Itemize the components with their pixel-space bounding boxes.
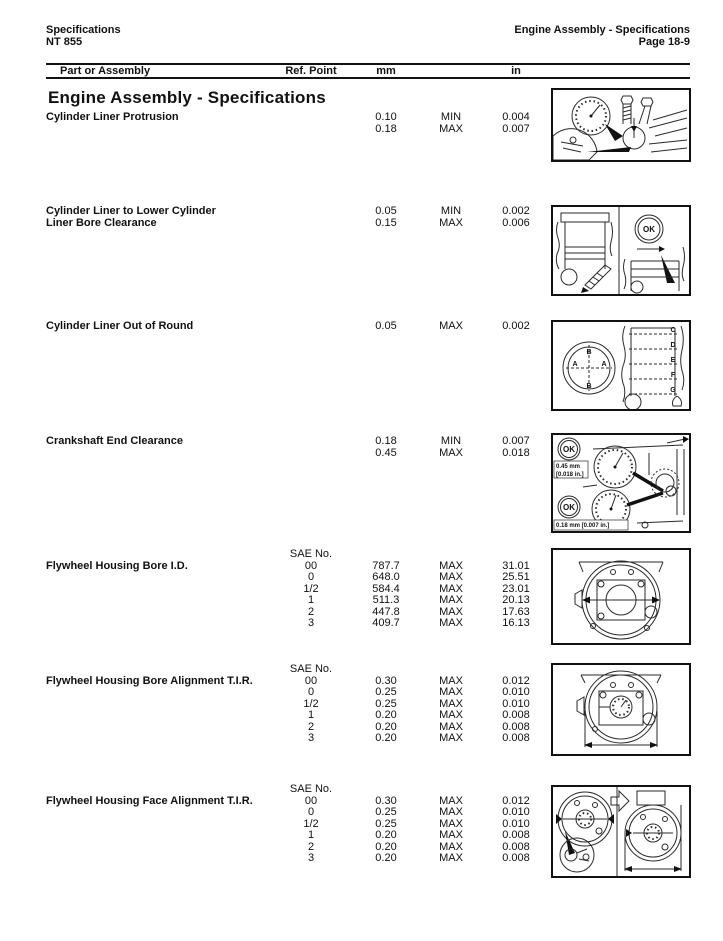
figure-crankshaft-end-clearance <box>551 433 691 533</box>
spec-line <box>46 733 551 745</box>
gear-icon <box>651 469 679 497</box>
level-label-g: G <box>670 387 676 394</box>
limit-label: MAX <box>439 686 463 698</box>
ref-point-value: 0 <box>307 686 315 698</box>
ref-point-value <box>271 436 351 448</box>
table-header-rule-bottom <box>46 77 690 79</box>
col-header-ref-point: Ref. Point <box>285 65 337 77</box>
measurement-callout-min <box>554 520 628 530</box>
limit-label: MAX <box>439 122 463 135</box>
limit-label: MIN <box>440 111 462 123</box>
spec-line <box>46 664 551 676</box>
mm-value <box>351 664 421 676</box>
housing-outline <box>577 671 661 743</box>
in-value: 25.51 <box>502 571 530 583</box>
part-name: Crankshaft End Clearance <box>46 435 183 447</box>
flywheel-face-alignment-illustration <box>553 787 689 876</box>
spec-row <box>46 436 551 459</box>
dial-gauge-icon <box>599 696 632 718</box>
in-value: 0.008 <box>502 852 530 864</box>
level-label-f: F <box>670 372 676 379</box>
in-value: 0.012 <box>502 674 530 687</box>
in-value: 0.010 <box>502 817 530 830</box>
mm-value: 0.05 <box>375 320 397 332</box>
ref-point-value: 2 <box>307 605 315 618</box>
part-name <box>46 733 271 745</box>
mm-value <box>351 784 421 796</box>
limit-label: MAX <box>439 794 463 807</box>
limit-label <box>421 664 481 676</box>
in-value: 0.008 <box>502 840 530 853</box>
figure-flywheel-face-alignment <box>551 785 691 878</box>
in-value: 0.006 <box>502 216 530 229</box>
flywheel-bore-alignment-illustration <box>553 665 689 754</box>
limit-label: MAX <box>439 605 463 618</box>
in-value: 0.002 <box>502 320 530 332</box>
spec-line <box>46 687 551 699</box>
mm-value: 0.18 <box>375 435 397 447</box>
crankshaft-clearance-illustration <box>553 435 689 531</box>
ref-point-value <box>271 124 351 136</box>
left-panel-housing <box>556 792 614 872</box>
ref-point-value: 1 <box>307 594 315 606</box>
limit-label: MAX <box>439 829 463 841</box>
figure-flywheel-housing-bore-id <box>551 548 691 645</box>
level-label-e: E <box>670 357 676 364</box>
mm-value: 0.45 <box>375 446 397 459</box>
mm-value: 0.15 <box>375 216 397 229</box>
in-value: 0.008 <box>502 720 530 733</box>
mm-value: 584.4 <box>372 582 400 595</box>
mm-value: 0.25 <box>375 806 397 818</box>
dial-indicator-on-liner-illustration <box>553 90 689 160</box>
spec-line <box>46 796 551 808</box>
mm-value: 0.20 <box>375 732 397 744</box>
limit-label: MAX <box>439 582 463 595</box>
ref-point-value <box>271 448 351 460</box>
width-dimension-arrow <box>584 711 658 748</box>
part-name <box>46 784 271 796</box>
ok-badge <box>635 215 663 243</box>
col-header-in: in <box>511 65 521 77</box>
bore-dimension-arrow <box>582 597 660 604</box>
mm-value: 0.05 <box>375 205 397 217</box>
limit-label: MAX <box>439 571 463 583</box>
ref-point-value: 0 <box>307 571 315 583</box>
limit-label: MAX <box>439 320 463 332</box>
part-name <box>46 607 271 619</box>
limit-label <box>421 549 481 561</box>
page-title: Engine Assembly - Specifications <box>48 88 326 107</box>
spec-line <box>46 112 551 124</box>
mm-value: 409.7 <box>372 617 400 629</box>
mm-value: 511.3 <box>372 594 400 606</box>
axis-label-a: A <box>601 361 607 368</box>
right-panel-housing <box>624 791 682 872</box>
mm-value: 0.20 <box>375 709 397 721</box>
spec-row <box>46 321 551 333</box>
spec-row <box>46 549 551 630</box>
part-name: Flywheel Housing Face Alignment T.I.R. <box>46 794 253 807</box>
magnifier-inset-circle <box>560 838 594 872</box>
ref-point-value: 3 <box>307 732 315 744</box>
part-name: Cylinder Liner to Lower Cylinder <box>46 205 216 217</box>
in-value: 0.012 <box>502 794 530 807</box>
ref-point-value <box>271 112 351 124</box>
ref-point-value: 2 <box>307 720 315 733</box>
in-value: 20.13 <box>502 594 530 606</box>
spec-line <box>46 436 551 448</box>
spec-row <box>46 206 551 229</box>
ref-point-value: SAE No. <box>289 783 333 795</box>
spec-line <box>46 206 551 218</box>
spec-line <box>46 722 551 734</box>
spec-row <box>46 664 551 745</box>
ref-point-value: 00 <box>304 559 318 572</box>
bore-cross-section <box>563 342 615 394</box>
spec-line <box>46 549 551 561</box>
spec-line <box>46 561 551 573</box>
col-header-blank <box>421 65 481 77</box>
mm-value: 0.25 <box>375 686 397 698</box>
limit-label: MAX <box>439 720 463 733</box>
in-value: 0.004 <box>502 111 530 123</box>
ref-point-value <box>271 321 351 333</box>
in-value: 0.008 <box>502 829 530 841</box>
min-measurement-label: 0.18 mm [0.007 in.] <box>556 523 610 529</box>
ref-point-value: 00 <box>304 794 318 807</box>
mm-value: 0.20 <box>375 720 397 733</box>
spec-line <box>46 218 551 230</box>
mm-value: 447.8 <box>372 605 400 618</box>
liner-clearance-illustration <box>553 207 689 294</box>
spec-line <box>46 853 551 865</box>
mm-value: 648.0 <box>372 571 400 583</box>
in-value: 0.008 <box>502 709 530 721</box>
out-of-round-illustration <box>553 322 689 409</box>
spec-line <box>46 595 551 607</box>
ok-badge <box>558 496 580 518</box>
deck-surface-lines <box>649 110 687 136</box>
mm-value: 0.18 <box>375 122 397 135</box>
level-label-c: C <box>670 327 676 334</box>
max-mm-label: 0.45 mm <box>556 464 581 470</box>
ref-point-value: 00 <box>304 674 318 687</box>
in-value: 31.01 <box>502 559 530 572</box>
in-value: 0.010 <box>502 697 530 710</box>
mm-value <box>351 549 421 561</box>
in-value: 0.007 <box>502 122 530 135</box>
block-arrow-right-icon <box>611 791 629 811</box>
part-name <box>46 807 271 819</box>
part-name <box>46 687 271 699</box>
in-value: 17.63 <box>502 605 530 618</box>
ref-point-value: SAE No. <box>289 548 333 560</box>
spec-row <box>46 112 551 135</box>
part-name <box>46 572 271 584</box>
spec-line <box>46 607 551 619</box>
limit-label: MAX <box>439 594 463 606</box>
spec-row <box>46 784 551 865</box>
in-value <box>481 784 551 796</box>
part-name: Cylinder Liner Protrusion <box>46 111 179 123</box>
header-right <box>514 24 690 48</box>
header-section-title: Engine Assembly - Specifications <box>514 24 690 36</box>
figure-flywheel-bore-alignment <box>551 663 691 756</box>
axis-label-a: A <box>572 361 578 368</box>
small-dial-gauge-icon <box>623 118 645 149</box>
ok-label: OK <box>563 503 575 512</box>
in-value <box>481 549 551 561</box>
part-name <box>46 664 271 676</box>
measurement-callout-max <box>554 461 588 478</box>
in-value: 16.13 <box>502 617 530 629</box>
table-header-row <box>46 65 551 77</box>
spec-line <box>46 819 551 831</box>
mm-value: 0.10 <box>375 111 397 123</box>
spec-line <box>46 572 551 584</box>
ref-point-value <box>271 218 351 230</box>
mm-value: 0.30 <box>375 794 397 807</box>
part-name <box>46 722 271 734</box>
max-in-label: [0.018 in.] <box>556 472 584 478</box>
limit-label: MAX <box>439 697 463 710</box>
mm-value: 0.25 <box>375 697 397 710</box>
dial-gauge-icon <box>594 446 636 488</box>
mm-value: 0.20 <box>375 840 397 853</box>
part-name <box>46 842 271 854</box>
mm-value: 0.20 <box>375 829 397 841</box>
part-name: Liner Bore Clearance <box>46 216 157 229</box>
header-left <box>46 24 121 48</box>
ref-point-value <box>271 206 351 218</box>
ok-label: OK <box>563 445 575 454</box>
figure-liner-bore-clearance <box>551 205 691 296</box>
doc-subtitle: NT 855 <box>46 36 83 48</box>
limit-label: MAX <box>439 852 463 864</box>
ref-point-value: 1/2 <box>303 817 319 830</box>
magnifier-inset-circle <box>553 129 597 160</box>
part-name <box>46 830 271 842</box>
in-value: 0.010 <box>502 686 530 698</box>
limit-label: MAX <box>439 709 463 721</box>
arrow-right-icon <box>667 436 689 443</box>
bolt-icon <box>621 96 633 124</box>
spec-line <box>46 584 551 596</box>
flywheel-housing-illustration <box>553 550 689 643</box>
spec-line <box>46 784 551 796</box>
spec-line <box>46 676 551 688</box>
part-name <box>46 549 271 561</box>
part-name <box>46 853 271 865</box>
liner-side-view <box>622 326 684 409</box>
ref-point-value: SAE No. <box>289 663 333 675</box>
col-header-part: Part or Assembly <box>60 65 151 77</box>
ref-point-value: 2 <box>307 840 315 853</box>
mm-value: 0.30 <box>375 674 397 687</box>
pointer-wedge-icon <box>587 147 631 152</box>
spec-line <box>46 124 551 136</box>
ref-point-value: 3 <box>307 852 315 864</box>
limit-label: MAX <box>439 674 463 687</box>
bolt-head-icon <box>639 98 653 124</box>
spec-line <box>46 842 551 854</box>
part-name <box>46 618 271 630</box>
limit-label: MIN <box>440 435 462 447</box>
mm-value: 787.7 <box>372 559 400 572</box>
limit-label: MAX <box>439 840 463 853</box>
ok-badge <box>558 438 580 460</box>
mm-value: 0.20 <box>375 852 397 864</box>
part-name <box>46 819 271 831</box>
spec-line <box>46 830 551 842</box>
feeler-gauge-icon <box>581 265 611 293</box>
level-label-d: D <box>670 342 676 349</box>
figure-liner-out-of-round <box>551 320 691 411</box>
spec-line <box>46 807 551 819</box>
spec-line <box>46 321 551 333</box>
col-header-mm: mm <box>376 65 396 77</box>
in-value: 23.01 <box>502 582 530 595</box>
pointer-wedge-icon <box>605 124 623 141</box>
arrow-right-icon <box>637 246 665 252</box>
part-name: Cylinder Liner Out of Round <box>46 320 194 332</box>
ref-point-value: 0 <box>307 806 315 818</box>
axis-label-b: B <box>586 383 592 390</box>
spec-line <box>46 448 551 460</box>
spec-line <box>46 618 551 630</box>
ref-point-value: 1/2 <box>303 697 319 710</box>
ref-point-value: 3 <box>307 617 315 629</box>
limit-label: MAX <box>439 617 463 629</box>
in-value: 0.002 <box>502 205 530 217</box>
axis-label-b: B <box>586 349 592 356</box>
in-value: 0.010 <box>502 806 530 818</box>
limit-label <box>421 784 481 796</box>
limit-label: MAX <box>439 806 463 818</box>
part-name <box>46 448 271 460</box>
spec-line <box>46 699 551 711</box>
limit-label: MAX <box>439 817 463 830</box>
limit-label: MIN <box>440 205 462 217</box>
in-value: 0.018 <box>502 446 530 459</box>
ref-point-value: 1 <box>307 829 315 841</box>
doc-title: Specifications <box>46 24 121 36</box>
figure-cylinder-liner-protrusion <box>551 88 691 162</box>
limit-label: MAX <box>439 732 463 744</box>
spec-line <box>46 710 551 722</box>
limit-label: MAX <box>439 446 463 459</box>
ref-point-value: 1 <box>307 709 315 721</box>
part-name <box>46 595 271 607</box>
part-name <box>46 584 271 596</box>
ref-point-value: 1/2 <box>303 582 319 595</box>
in-value: 0.007 <box>502 435 530 447</box>
part-name <box>46 699 271 711</box>
liner-right-panel <box>624 215 685 293</box>
page-number: Page 18-9 <box>638 36 690 48</box>
in-value: 0.008 <box>502 732 530 744</box>
limit-label: MAX <box>439 559 463 572</box>
part-name <box>46 124 271 136</box>
part-name <box>46 710 271 722</box>
ok-label: OK <box>643 225 655 234</box>
liner-left-panel <box>556 213 612 293</box>
part-name: Flywheel Housing Bore Alignment T.I.R. <box>46 674 253 687</box>
limit-label: MAX <box>439 216 463 229</box>
in-value <box>481 664 551 676</box>
mm-value: 0.25 <box>375 817 397 830</box>
part-name: Flywheel Housing Bore I.D. <box>46 559 188 572</box>
